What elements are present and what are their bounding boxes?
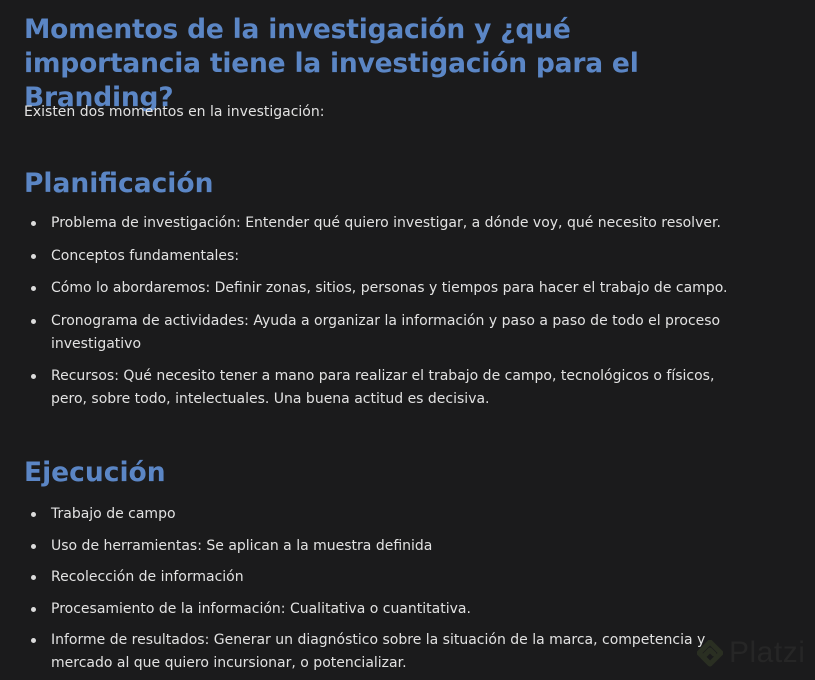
section-heading-planificacion: Planificación bbox=[24, 168, 214, 199]
list-item-text: Problema de investigación: Entender qué quiero investigar, a dónde voy, qué necesito resolver. bbox=[51, 215, 721, 231]
list-item bbox=[24, 212, 744, 235]
platzi-logo-icon bbox=[697, 640, 723, 666]
bullet-icon bbox=[31, 544, 36, 549]
list-item-text: Cronograma de actividades: Ayuda a organizar la información y paso a paso de todo el proceso investigativo bbox=[51, 312, 721, 352]
list-item-text: Conceptos fundamentales: bbox=[51, 247, 240, 264]
bullet-icon bbox=[31, 319, 36, 324]
page-title: Momentos de la investigación y ¿qué importancia tiene la investigación para el Branding? bbox=[24, 14, 639, 113]
planificacion-list bbox=[24, 212, 744, 421]
list-item bbox=[24, 629, 744, 675]
platzi-brand-text: Platzi bbox=[729, 636, 806, 669]
list-item bbox=[24, 598, 744, 621]
bullet-icon bbox=[31, 221, 36, 226]
platzi-watermark bbox=[697, 636, 805, 670]
bullet-icon bbox=[31, 254, 36, 259]
list-item bbox=[24, 365, 744, 411]
bullet-icon bbox=[31, 512, 36, 517]
ejecucion-list bbox=[24, 503, 744, 680]
list-item bbox=[24, 535, 744, 558]
bullet-icon bbox=[31, 638, 36, 643]
bullet-icon bbox=[31, 374, 36, 379]
list-item bbox=[24, 503, 744, 526]
bullet-icon bbox=[31, 286, 36, 291]
bullet-icon bbox=[31, 575, 36, 580]
list-item-text: Cómo lo abordaremos: Definir zonas, sitios, personas y tiempos para hacer el trabajo de campo. bbox=[51, 280, 728, 296]
section-heading-ejecucion: Ejecución bbox=[24, 457, 166, 488]
list-item-text: Trabajo de campo bbox=[51, 506, 176, 522]
list-item-text: Uso de herramientas: Se aplican a la muestra definida bbox=[51, 537, 433, 554]
list-item bbox=[24, 310, 744, 356]
list-item bbox=[24, 566, 744, 589]
bullet-icon bbox=[31, 607, 36, 612]
list-item bbox=[24, 277, 744, 300]
list-item-text: Informe de resultados: Generar un diagnóstico sobre la situación de la marca, competencia y mercado al que quiero incursionar, o potencializar. bbox=[51, 632, 706, 671]
list-item-text: Recolección de información bbox=[51, 569, 244, 585]
list-item bbox=[24, 245, 744, 268]
list-item-text: Recursos: Qué necesito tener a mano para realizar el trabajo de campo, tecnológicos o físicos, pero, sobre todo, intelectuales. Una buena actitud es decisiva. bbox=[51, 368, 715, 407]
list-item-text: Procesamiento de la información: Cualitativa o cuantitativa. bbox=[51, 600, 471, 617]
intro-paragraph: Existen dos momentos en la investigación: bbox=[24, 104, 325, 120]
